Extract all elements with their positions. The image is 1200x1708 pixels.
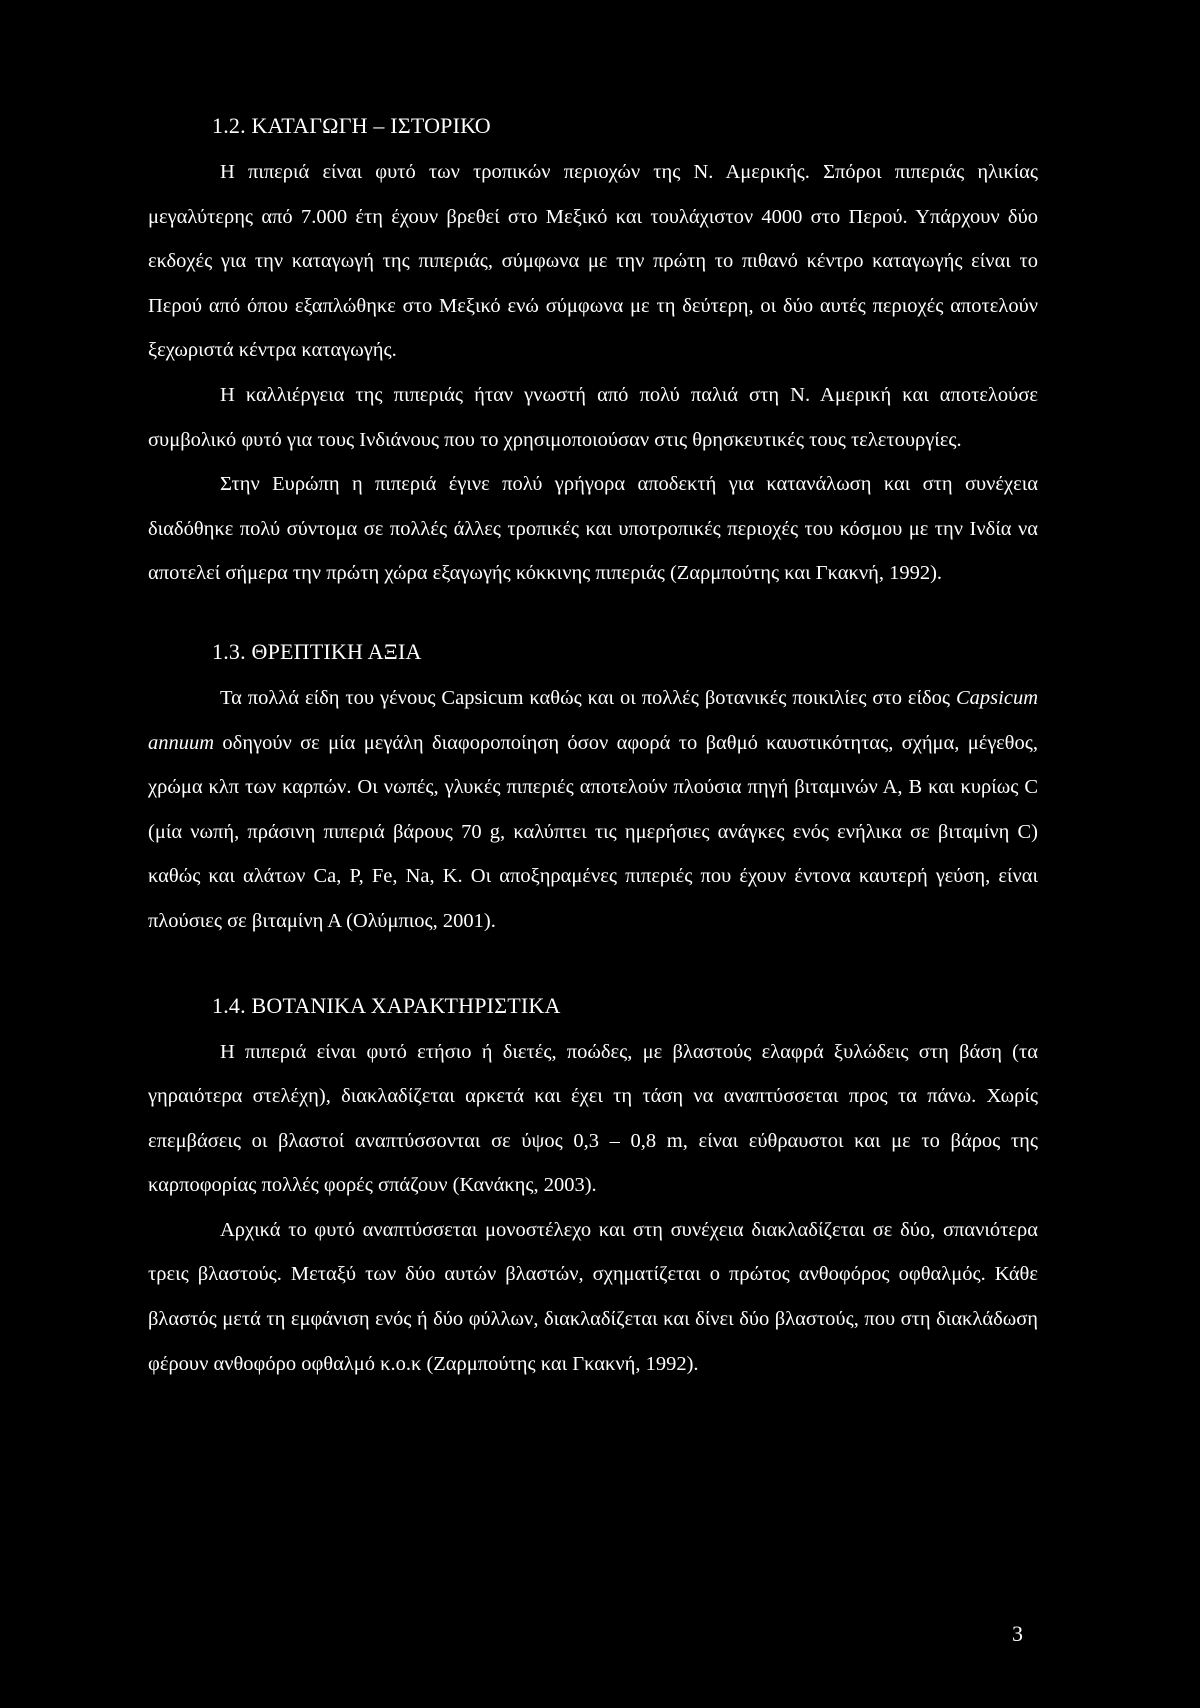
- page-number: 3: [1012, 1621, 1023, 1646]
- paragraph-botanical-2: Αρχικά το φυτό αναπτύσσεται μονοστέλεχο και στη συνέχεια διακλαδίζεται σε δύο, σπανιότερα τρεις βλαστούς. Μεταξύ των δύο αυτών βλαστών, σχηματίζεται ο πρώτος ανθοφόρος οφθαλμός. Κάθε βλαστός μετά τη εμφάνιση ενός ή δύο φύλλων, διακλαδίζεται και δίνει δύο βλαστούς, που στη διακλάδωση φέρουν ανθοφόρο οφθαλμό κ.ο.κ (Ζαρμπούτης και Γκακνή, 1992).: [148, 1218, 1038, 1375]
- paragraph-nutrition-part-a: Τα πολλά είδη του γένους Capsicum καθώς και οι πολλές βοτανικές ποικιλίες στο είδος: [220, 686, 956, 709]
- paragraph-botanical-1: Η πιπεριά είναι φυτό ετήσιο ή διετές, ποώδες, με βλαστούς ελαφρά ξυλώδεις στη βάση (τα γηραιότερα στελέχη), διακλαδίζεται αρκετά και έχει τη τάση να αναπτύσσεται προς τα πάνω. Χωρίς επεμβάσεις οι βλαστοί αναπτύσσονται σε ύψος 0,3 – 0,8 m, είναι εύθραυστοι και με το βάρος της καρποφορίας πολλές φορές σπάζουν (Κανάκης, 2003).: [148, 1040, 1038, 1197]
- paragraph-origin-1: Η πιπεριά είναι φυτό των τροπικών περιοχών της Ν. Αμερικής. Σπόροι πιπεριάς ηλικίας μεγαλύτερης από 7.000 έτη έχουν βρεθεί στο Μεξικό και τουλάχιστον 4000 στο Περού. Υπάρχουν δύο εκδοχές για την καταγωγή της πιπεριάς, σύμφωνα με την πρώτη το πιθανό κέντρο καταγωγής είναι το Περού από όπου εξαπλώθηκε στο Μεξικό ενώ σύμφωνα με τη δεύτερη, οι δύο αυτές περιοχές αποτελούν ξεχωριστά κέντρα καταγωγής.: [148, 161, 1038, 362]
- section-heading-nutrition: 1.3. ΘΡΕΠΤΙΚΗ ΑΞΙΑ: [212, 638, 422, 664]
- paragraph-origin-2: Η καλλιέργεια της πιπεριάς ήταν γνωστή από πολύ παλιά στη Ν. Αμερική και αποτελούσε συμβολικό φυτό για τους Ινδιάνους που το χρησιμοποιούσαν στις θρησκευτικές τους τελετουργίες.: [148, 383, 1038, 451]
- paragraph-origin-3: Στην Ευρώπη η πιπεριά έγινε πολύ γρήγορα αποδεκτή για κατανάλωση και στη συνέχεια διαδόθηκε πολύ σύντομα σε πολλές άλλες τροπικές και υποτροπικές περιοχές του κόσμου με την Ινδία να αποτελεί σήμερα την πρώτη χώρα εξαγωγής κόκκινης πιπεριάς (Ζαρμπούτης και Γκακνή, 1992).: [148, 473, 1038, 585]
- document-page: [148, 112, 1038, 1386]
- section-heading-origin: 1.2. ΚΑΤΑΓΩΓΗ – ΙΣΤΟΡΙΚΟ: [212, 113, 491, 138]
- species-name: Capsicum annuum: [148, 686, 1038, 754]
- paragraph-nutrition-part-b: οδηγούν σε μία μεγάλη διαφοροποίηση όσον αφορά το βαθμό καυστικότητας, σχήμα, μέγεθος, χρώμα κλπ των καρπών. Οι νωπές, γλυκές πιπεριές αποτελούν πλούσια πηγή βιταμινών Α, Β και κυρίως C (μία νωπή, πράσινη πιπεριά βάρους 70 g, καλύπτει τις ημερήσιες ανάγκες ενός ενήλικα σε βιταμίνη C) καθώς και αλάτων Ca, P, Fe, Na, K. Οι αποξηραμένες πιπεριές που έχουν έντονα καυτερή γεύση, είναι πλούσιες σε βιταμίνη Α (Ολύμπιος, 2001).: [148, 731, 1038, 932]
- section-heading-botanical: 1.4. ΒΟΤΑΝΙΚΑ ΧΑΡΑΚΤΗΡΙΣΤΙΚΑ: [212, 992, 561, 1018]
- paragraph-nutrition: [148, 676, 1038, 944]
